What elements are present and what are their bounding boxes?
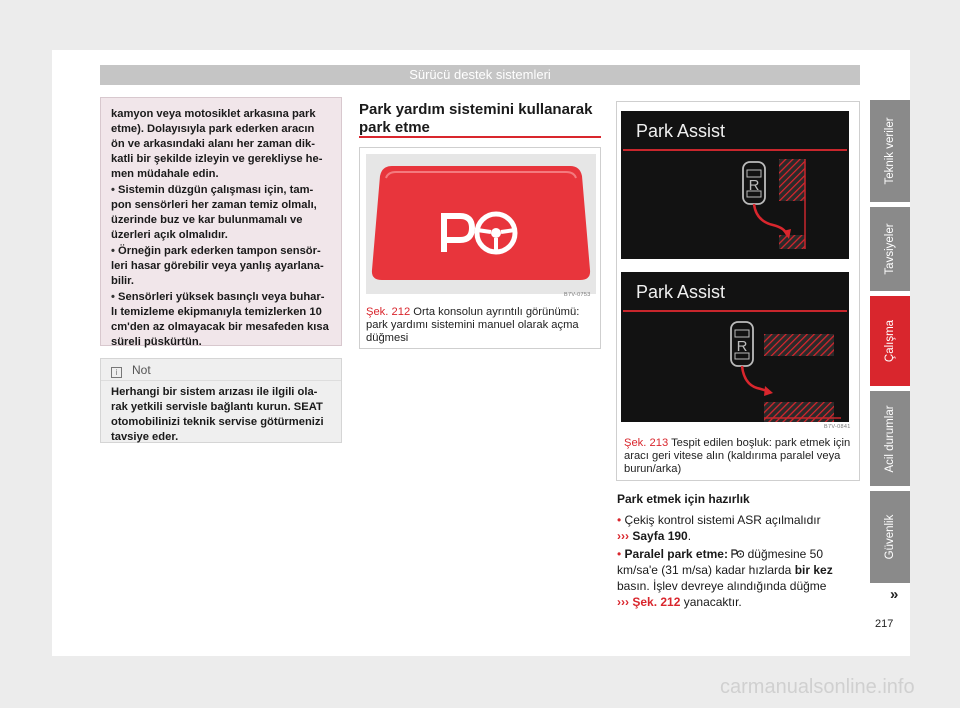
list-item-text: basın. İşlev devreye alındığında düğme [617,579,827,593]
bullet-icon: • [617,547,622,561]
figure-caption [624,437,852,476]
figure-caption-text: Tespit edilen boşluk: park etmek için aracı geri vitese alın (kaldırıma paralel veya burun/arka) [624,437,851,475]
punctuation: . [687,529,692,543]
screen-title: Park Assist [636,121,726,141]
watermark: carmanualsonline.info [720,676,915,698]
warning-item-text: Örneğin park ederken tampon sensör- leri hasar görebilir veya yanlış ayarlana- bilir. [111,245,324,287]
warning-item-text: Sensörleri yüksek basınçlı veya buhar- lı temizleme ekipmanıyla temizlerken 10 cm'den az olmayacak bir mesafeden kısa süreli püskürtün. [111,291,329,348]
note-text: Herhangi bir sistem arızası ile ilgili ola- rak yetkili servisle bağlantı kurun. SEAT otomobilinizi teknik servise götürmenizi tavsiye eder. [111,386,324,443]
park-assist-button-icon [366,154,596,294]
warning-item-text: Sistemin düzgün çalışması için, tam- pon sensörleri her zaman temiz olmalı, üzerinde buz ve kar bulunmamalı ve üzerleri açık olmalıdır. [111,184,317,241]
cross-ref-link[interactable]: Sayfa 190 [632,529,688,543]
figure-213 [616,101,860,481]
parking-diagram-bottom [621,272,849,422]
warning-item [111,183,331,243]
figure-caption-text: Orta konsolun ayrıntılı görünümü: park yardımı sistemini manuel olarak açma düğmesi [366,306,580,344]
figure-caption [366,306,596,345]
bullet-icon: • [617,513,622,527]
list-item-text: yanacaktır. [683,595,742,609]
console-button-image [366,154,596,294]
figure-code: B7V-0841 [824,424,851,430]
gear-label-top: R [748,177,760,194]
cross-ref-arrow-icon: ››› [617,595,629,609]
tab-label: Tavsiyeler [884,223,896,275]
note-title: Not [132,363,151,377]
cross-ref-arrow-icon: ››› [617,529,629,543]
tab-guvenlik[interactable] [870,491,910,583]
section-title: Park yardım sistemini kullanarak park etme [359,101,593,136]
warning-item [111,244,331,289]
gear-label-bottom: R [736,338,748,355]
tab-calisma[interactable] [870,296,910,386]
warning-box [100,97,342,346]
list-item [617,512,857,544]
figure-number: Şek. 212 [366,306,411,318]
list-item-text: düğmesine 50 km/sa'e (31 m/sa) kadar hızlarda [617,547,824,577]
figure-212 [359,147,601,349]
list-item-label: Paralel park etme: [624,547,728,561]
info-icon: i [111,367,122,378]
tab-label: Güvenlik [884,514,896,560]
tab-teknik-veriler[interactable] [870,100,910,202]
bullet-icon: • [111,184,115,196]
page-header: Sürücü destek sistemleri [100,65,860,85]
bullet-icon: • [111,291,115,303]
figure-code: B7V-0753 [564,292,591,298]
park-assist-symbol-icon [731,547,744,561]
cross-ref-link[interactable]: Şek. 212 [632,595,681,609]
warning-paragraph-1: kamyon veya motosiklet arkasına park etme). Dolayısıyla park ederken aracın ön ve arkasındaki alanı her zaman dik- katli bir şekilde izleyin ve gerekliyse he- men müdahale edin. [111,108,323,180]
tab-acil-durumlar[interactable] [870,391,910,486]
park-assist-screen-top [621,111,849,259]
section-divider [359,136,601,138]
page-number: 217 [875,618,894,630]
subheading: Park etmek için hazırlık [617,492,750,506]
tab-tavsiyeler[interactable] [870,207,910,291]
tab-label: Çalışma [884,319,896,363]
emphasis: bir kez [794,563,833,577]
warning-item [111,290,331,350]
right-column-text [617,491,857,612]
list-item [617,546,857,610]
tab-label: Acil durumlar [884,404,896,473]
bullet-icon: • [111,245,115,257]
continue-mark: » [890,586,899,603]
note-box [100,358,342,443]
tab-label: Teknik veriler [884,117,896,185]
parking-diagram-top [621,111,849,259]
park-assist-screen-bottom [621,272,849,422]
screen-title: Park Assist [636,282,726,302]
list-item-text: Çekiş kontrol sistemi ASR açılmalıdır [624,513,821,527]
note-header [101,359,341,381]
figure-number: Şek. 213 [624,437,669,449]
